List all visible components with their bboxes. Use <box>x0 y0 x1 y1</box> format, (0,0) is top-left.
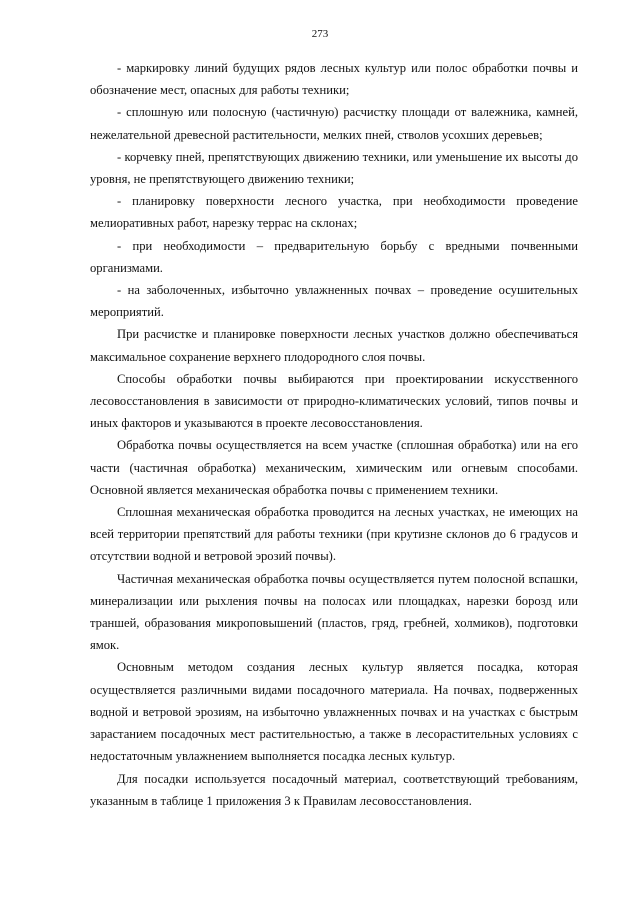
paragraph-planting-method: Основным методом создания лесных культур является посадка, которая осуществляется различными видами посадочного материала. На почвах, подверженных водной и ветровой эрозиям, на избыточно увлажненных почвах и на участках с быстрым зарастанием посадочных мест растительностью, а также в лесорастительных условиях с недостаточным увлажнением выполняется посадка лесных культур. <box>90 660 578 764</box>
paragraph-drainage: - на заболоченных, избыточно увлажненных почвах – проведение осушительных мероприятий. <box>90 283 578 320</box>
paragraph-marking-lines: - маркировку линий будущих рядов лесных культур или полос обработки почвы и обозначение мест, опасных для работы техники; <box>90 61 578 98</box>
paragraph-clearing-area: - сплошную или полосную (частичную) расчистку площади от валежника, камней, нежелательной древесной растительности, мелких пней, стволов усохших деревьев; <box>90 105 578 142</box>
paragraph-tillage-types: Обработка почвы осуществляется на всем участке (сплошная обработка) или на его части (частичная обработка) механическим, химическим или огневым способами. Основной является механическая обработка почвы с применением техники. <box>90 438 578 497</box>
document-body <box>90 57 578 812</box>
paragraph-continuous-tillage: Сплошная механическая обработка проводится на лесных участках, не имеющих на всей территории препятствий для работы техники (при крутизне склонов до 6 градусов и отсутствии водной и ветровой эрозий почвы). <box>90 505 578 564</box>
paragraph-pest-control: - при необходимости – предварительную борьбу с вредными почвенными организмами. <box>90 238 578 275</box>
paragraph-partial-tillage: Частичная механическая обработка почвы осуществляется путем полосной вспашки, минерализации или рыхления почвы на полосах или площадках, нарезки борозд или траншей, образования микроповышений (пластов, гряд, гребней, холмиков), подготовки ямок. <box>90 571 578 653</box>
paragraph-stump-removal: - корчевку пней, препятствующих движению техники, или уменьшение их высоты до уровня, не препятствующего движению техники; <box>90 149 578 187</box>
page-number: 273 <box>311 28 329 40</box>
paragraph-topsoil-preservation: При расчистке и планировке поверхности лесных участков должно обеспечиваться максимальное сохранение верхнего плодородного слоя почвы. <box>90 327 578 364</box>
paragraph-planting-material: Для посадки используется посадочный материал, соответствующий требованиям, указанным в таблице 1 приложения 3 к Правилам лесовосстановления. <box>90 771 578 808</box>
paragraph-surface-planning: - планировку поверхности лесного участка, при необходимости проведение мелиоративных работ, нарезку террас на склонах; <box>90 194 578 231</box>
paragraph-tillage-methods: Способы обработки почвы выбираются при проектировании искусственного лесовосстановления в зависимости от природно-климатических условий, типов почвы и иных факторов и указываются в проекте лесовосстановления. <box>90 371 578 431</box>
